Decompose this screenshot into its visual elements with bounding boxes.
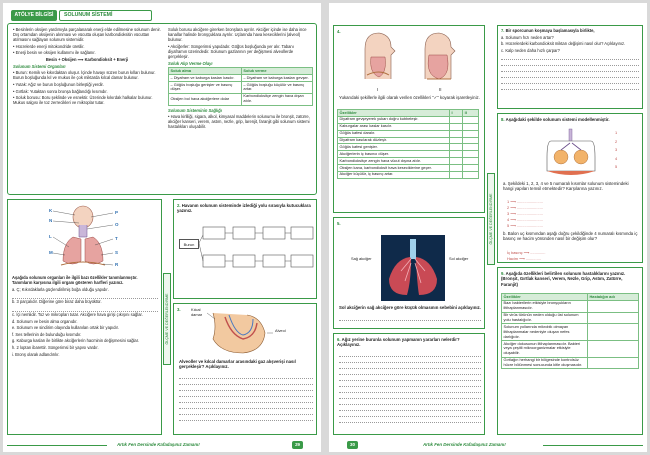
table-row: Göğüs kafesi daralır. xyxy=(338,130,479,137)
table-row: Akciğerlerin iç basıncı düşer. xyxy=(338,151,479,158)
check-cell[interactable] xyxy=(463,130,479,137)
organ-label-m: M xyxy=(49,250,53,255)
info-paragraph: • Akciğerler: Süngerimsi yapıdadır. Göğüs boşluğunda yer alır. Tabanı diyaframın üzerindedir. Solunum gazlarının yer değişmesi alveollerde gerçekleşir. xyxy=(168,43,294,60)
question-7-item: c. Kalp neden daha hızlı çarpar? xyxy=(501,47,560,53)
table-row: Bir virüs türünün neden olduğu üst solunum yolu hastalığıdır. xyxy=(502,312,639,324)
check-cell[interactable] xyxy=(450,171,463,178)
answer-lines[interactable] xyxy=(501,54,639,90)
check-cell[interactable] xyxy=(450,151,463,158)
question-3-text: Alveoller ve kılcal damarlar arasındaki gaz alışverişi nasıl gerçekleşir? Açıklayınız. xyxy=(179,359,296,370)
organ-label-s: S xyxy=(115,250,119,255)
question-8-item-b: b. Balon uç kısmından aşağı doğru çekildiğinde 4 numaralı kısmında iç basınç ve hacim yönünden nasıl bir değişim olur? xyxy=(503,231,638,242)
answer-cell[interactable] xyxy=(588,300,639,312)
footer-slogan: Artık Fen Dersinde Kafadaşınız Zamanı! xyxy=(423,442,506,447)
question-6-text: 6. Ağız yerine burunla solunum yapmanın yararları nelerdir? Açıklayınız. xyxy=(337,337,460,348)
organ-paragraph: • Soluk borusu: Boru şeklinde ve esnektir. Üzerinde kıkırdak halkalar bulunur. Mukus salgısı ile toz zerrecikleri ve mikroplar tutar. xyxy=(13,95,153,106)
organ-paragraph: • Gırtlak: Yutaktan sonra bronşa bağlandığı kısımdır. xyxy=(13,88,108,94)
organ-label-o: O xyxy=(115,222,119,227)
table-row: Kaburgalar arası kaslar kasılır. xyxy=(338,123,479,130)
left-lung-label: Sol akciğer xyxy=(449,256,469,261)
table-header: II xyxy=(463,110,479,117)
table-cell: Oksijen bol hava akciğerlere dolar xyxy=(169,93,242,105)
question-4-number: 4. xyxy=(337,29,341,34)
table-row: Göğüs kafesi genişler. xyxy=(338,144,479,151)
table-header: Soluk alma xyxy=(169,68,242,75)
atolye-bilgisi-tag: ATÖLYE BİLGİSİ xyxy=(11,10,57,21)
table-header: I xyxy=(450,110,463,117)
organ-label-n: N xyxy=(49,218,53,223)
table-row: Akciğer küçülür, iç basınç artar. xyxy=(338,171,479,178)
table-row: Bazı bakterilerin etkisiyle bronşçukların iltihaplanmasıdır. xyxy=(502,300,639,312)
organ-label-p: P xyxy=(115,210,119,215)
question-1-instruction: Aşağıda solunum organları ile ilgili bazı özellikler tanımlanmıştır. Tanımların karşısına ilgili organı gösteren harfleri yazınız. xyxy=(12,275,138,286)
question-7: 7. Bir sporcunun koşmaya başlamasıyla birlikte, a. Solunum hızı neden artar? b. Hücrelerdeki karbondioksit miktarı değişimi nasıl olur? Açıklayınız. c. Kalp neden daha hızlı çarpar? xyxy=(501,28,639,90)
question-1-item: i. Bronş olarak adlandırılır. xyxy=(12,351,60,357)
health-heading: Solunum Sisteminin Sağlığı xyxy=(168,107,222,113)
breathing-table xyxy=(168,67,313,105)
table-row: Diyafram kasılarak düzleşir. xyxy=(338,137,479,144)
table-header: Özellikler xyxy=(502,294,588,301)
right-lung-label: Sağ akciğer xyxy=(351,256,372,261)
answer-lines[interactable] xyxy=(179,373,313,421)
question-1-item: g. Kaburga kasları ile birlikte akciğerlerin hacminin değişmesini sağlar. xyxy=(12,338,139,344)
check-cell[interactable] xyxy=(450,158,463,165)
answer-cell[interactable] xyxy=(588,357,639,369)
capillary-label: Kılcal damar xyxy=(191,307,203,317)
check-cell[interactable] xyxy=(463,116,479,123)
info-column-1 xyxy=(13,27,161,107)
respiration-equation: Besin + Oksijen ⟶ Karbondioksit + Enerji xyxy=(45,57,129,63)
flow-box-start: Burun xyxy=(179,239,199,249)
organ-paragraph: • Burun: Kemik ve kıkırdaktan oluşur. İçinde havayı süzen burun kılları bulunur. Burun boşluğunda kıl ve mukus ile çok miktarda kılcal damar bulunur. xyxy=(13,70,156,81)
breathing-figures xyxy=(355,29,475,85)
question-9-table xyxy=(501,293,639,369)
right-page xyxy=(329,3,647,452)
question-7-item: a. Solunum hızı neden artar? xyxy=(501,34,554,40)
question-2-text: 2. Havanın solunum sisteminde izlediği yolu sırasıyla kutucuklara yazınız. xyxy=(177,203,311,214)
question-9-text: 9. Aşağıda özellikleri belirtilen solunum hastalıklarını yazınız. (Bronşit, Gırtlak kanseri, Verem, Nezle, Grip, Astım, Zatürre, Faranjit) xyxy=(501,271,626,287)
info-paragraph: Soluk borusu akciğere girerken bronşlara ayrılır. Akciğer içinde ise daha ince kanallar halinde bronşçuklara ayrılır. Uçlarında hava keseciklerini (alveol) bulunur. xyxy=(168,27,307,43)
answer-cell[interactable] xyxy=(588,324,639,341)
model-numbers: 1 2 3 4 5 xyxy=(615,130,618,169)
health-paragraph: • Hava kirliliği, sigara, alkol, kimyasal maddelerin solunumu ile bronşit, zatürre, akciğer kanseri, verem, astım, nezle, grip, larenjit, faranjit gibi solunum sistemi hastalıkları oluşabilir. xyxy=(168,113,310,129)
lungs-figure xyxy=(381,235,445,301)
check-cell[interactable] xyxy=(463,165,479,172)
table-row: Gırtlağın herhangi bir bölgesinde kontrolsüz hücre bölünmesi sonucunda kitle oluşmasıdır. xyxy=(502,357,639,369)
question-1-item: e. Solunum ve sindirim olayında kullanılan ortak bir yapıdır. xyxy=(12,325,119,331)
organ-paragraph: • Yutak: Ağız ve burun boşluğunun birleştiği yerdir. xyxy=(13,81,104,87)
page-number: 30 xyxy=(347,441,358,449)
question-3-number: 3. xyxy=(177,307,181,312)
organ-label-l: L xyxy=(49,234,52,239)
question-1-item: f. Ses tellerinin de bulunduğu kısımdır. xyxy=(12,331,82,337)
organ-label-t: T xyxy=(115,236,118,241)
question-4-table xyxy=(337,109,479,179)
footer xyxy=(333,441,643,449)
table-cell: – Diyafram ve kaburga kasları gevşer. xyxy=(241,75,312,82)
table-header: Hastalığın adı xyxy=(588,294,639,301)
info-paragraph: • Hücrelerde enerji mitokondride üretilir. xyxy=(13,43,85,49)
organs-heading: Solunum Sistemi Organları xyxy=(13,64,66,70)
check-cell[interactable] xyxy=(450,130,463,137)
check-cell[interactable] xyxy=(450,116,463,123)
info-column-2 xyxy=(168,27,313,130)
footer xyxy=(7,441,317,449)
check-cell[interactable] xyxy=(463,137,479,144)
table-row: Solunum yollarında mikrobik olmayan iltihaplanmalar nedeniyle oluşan nefes darlığıdır. xyxy=(502,324,639,341)
sidebar-label: ÖLÇME VE DEĞERLENDİRME xyxy=(487,173,495,265)
question-1-item: d. Solunum ve besin alma organıdır. xyxy=(12,318,78,324)
sidebar-label: ÖLÇME VE DEĞERLENDİRME xyxy=(163,273,171,365)
check-cell[interactable] xyxy=(463,144,479,151)
table-row: Akciğer dokusunun iltihaplanmasıdır. Bakteri veya çeşitli mikroorganizmalar etkisiyle oluşabilir. xyxy=(502,341,639,358)
question-8-text: 8. Aşağıdaki şekilde solunum sistemi modellenmiştir. xyxy=(501,117,610,122)
check-cell[interactable] xyxy=(450,144,463,151)
check-cell[interactable] xyxy=(463,151,479,158)
figure-label-2: II xyxy=(439,87,442,92)
question-4-instruction: Yukarıdaki şekillerle ilgili olarak verilen özellikleri "✓" koyarak işaretleyiniz. xyxy=(339,95,480,100)
answer-lines[interactable] xyxy=(339,315,481,321)
table-cell: – Göğüs boşluğu genişler ve basınç düşer. xyxy=(169,82,242,94)
answer-cell[interactable] xyxy=(588,341,639,358)
question-1-item: a. Ç; Kıkırdaklarla güçlendirilmiş boğa olduğu yapıdır. xyxy=(12,286,109,292)
question-5-number: 5. xyxy=(337,221,341,226)
page-number: 29 xyxy=(292,441,303,449)
lung-model-figure xyxy=(537,127,607,177)
pressure-volume-answers: İç basınç ⟶ .............. Hacim ⟶ .............. xyxy=(507,250,546,261)
info-paragraph: • Enerji besin ve oksijen kullanımı ile sağlanır. xyxy=(13,50,96,56)
check-cell[interactable] xyxy=(463,171,479,178)
table-header: Özellikler xyxy=(338,110,450,117)
check-cell[interactable] xyxy=(450,123,463,130)
figure-label-1: I xyxy=(377,87,379,92)
answer-lines[interactable] xyxy=(339,351,481,423)
table-row: Diyafram gevşeyerek yukarı doğru kubbeleşir. xyxy=(338,116,479,123)
table-cell: – Göğüs boşluğu küçülür ve basınç artar. xyxy=(241,82,312,94)
info-paragraph: • Besinlerin oksijen yardımıyla parçalanarak enerji elde edilmesine solunum denir. Dış ortamdan oksijenin alınması ve vücutta oluşan karbondioksitin vücuttan atılmasını sağlayan solunum sistemidir. xyxy=(13,27,161,43)
question-7-item: b. Hücrelerdeki karbondioksit miktarı değişimi nasıl olur? Açıklayınız. xyxy=(501,41,626,47)
answer-cell[interactable] xyxy=(588,312,639,324)
table-cell: – Diyafram ve kaburga kasları kasılır. xyxy=(169,75,242,82)
question-1-item: b. 3 parçalıdır. Diğerine göre biraz daha büyüktür. xyxy=(12,299,102,305)
breathing-heading: Soluk Alıp Verme Olayı xyxy=(168,61,213,67)
organ-label-k: K xyxy=(49,208,53,213)
check-cell[interactable] xyxy=(450,165,463,172)
left-page xyxy=(3,3,321,452)
question-1-item: c. İçi nemlidir. Toz ve mikropları tutar. Akciğere hava girişi çıkışını sağlar. xyxy=(12,311,143,317)
question-5-text: Sol akciğerin sağ akciğere göre küçük olmasının sebebini açıklayınız. xyxy=(339,305,481,310)
model-answer-arrows: 1 ⟶ ........................ 2 ⟶ ........................ 3 ⟶ ........................ 4 ⟶ ........................ 5 ⟶ ........................ xyxy=(507,199,543,228)
section-title: SOLUNUM SİSTEMİ xyxy=(59,10,152,21)
respiratory-system-figure xyxy=(13,203,153,271)
table-row: Karbondioksitçe zengin hava vücut dışına atılır. xyxy=(338,158,479,165)
check-cell[interactable] xyxy=(463,158,479,165)
footer-slogan: Artık Fen Dersinde Kafadaşınız Zamanı! xyxy=(117,442,200,447)
airflow-diagram xyxy=(199,225,315,275)
question-1 xyxy=(12,275,158,358)
organ-label-r: R xyxy=(115,262,119,267)
question-1-item: h. 2 loptan ibarettir. Süngerimsi bir yapısı vardır. xyxy=(12,344,99,350)
table-header: Soluk verme xyxy=(241,68,312,75)
table-cell: Karbondioksitçe zengin hava dışarı atılır. xyxy=(241,93,312,105)
check-cell[interactable] xyxy=(463,123,479,130)
check-cell[interactable] xyxy=(450,137,463,144)
table-row: Oksijen kana, karbondioksit hava keseciklerine geçer. xyxy=(338,165,479,172)
question-8-item-a: a. Şekildeki 1, 2, 3, 4 ve 5 numaralı kısımlar solunum sistemindeki hangi yapıları temsil etmektedir? Karşılarına yazınız. xyxy=(503,181,629,192)
alveol-label: Alveol xyxy=(275,328,286,333)
alveolus-figure xyxy=(203,309,283,357)
